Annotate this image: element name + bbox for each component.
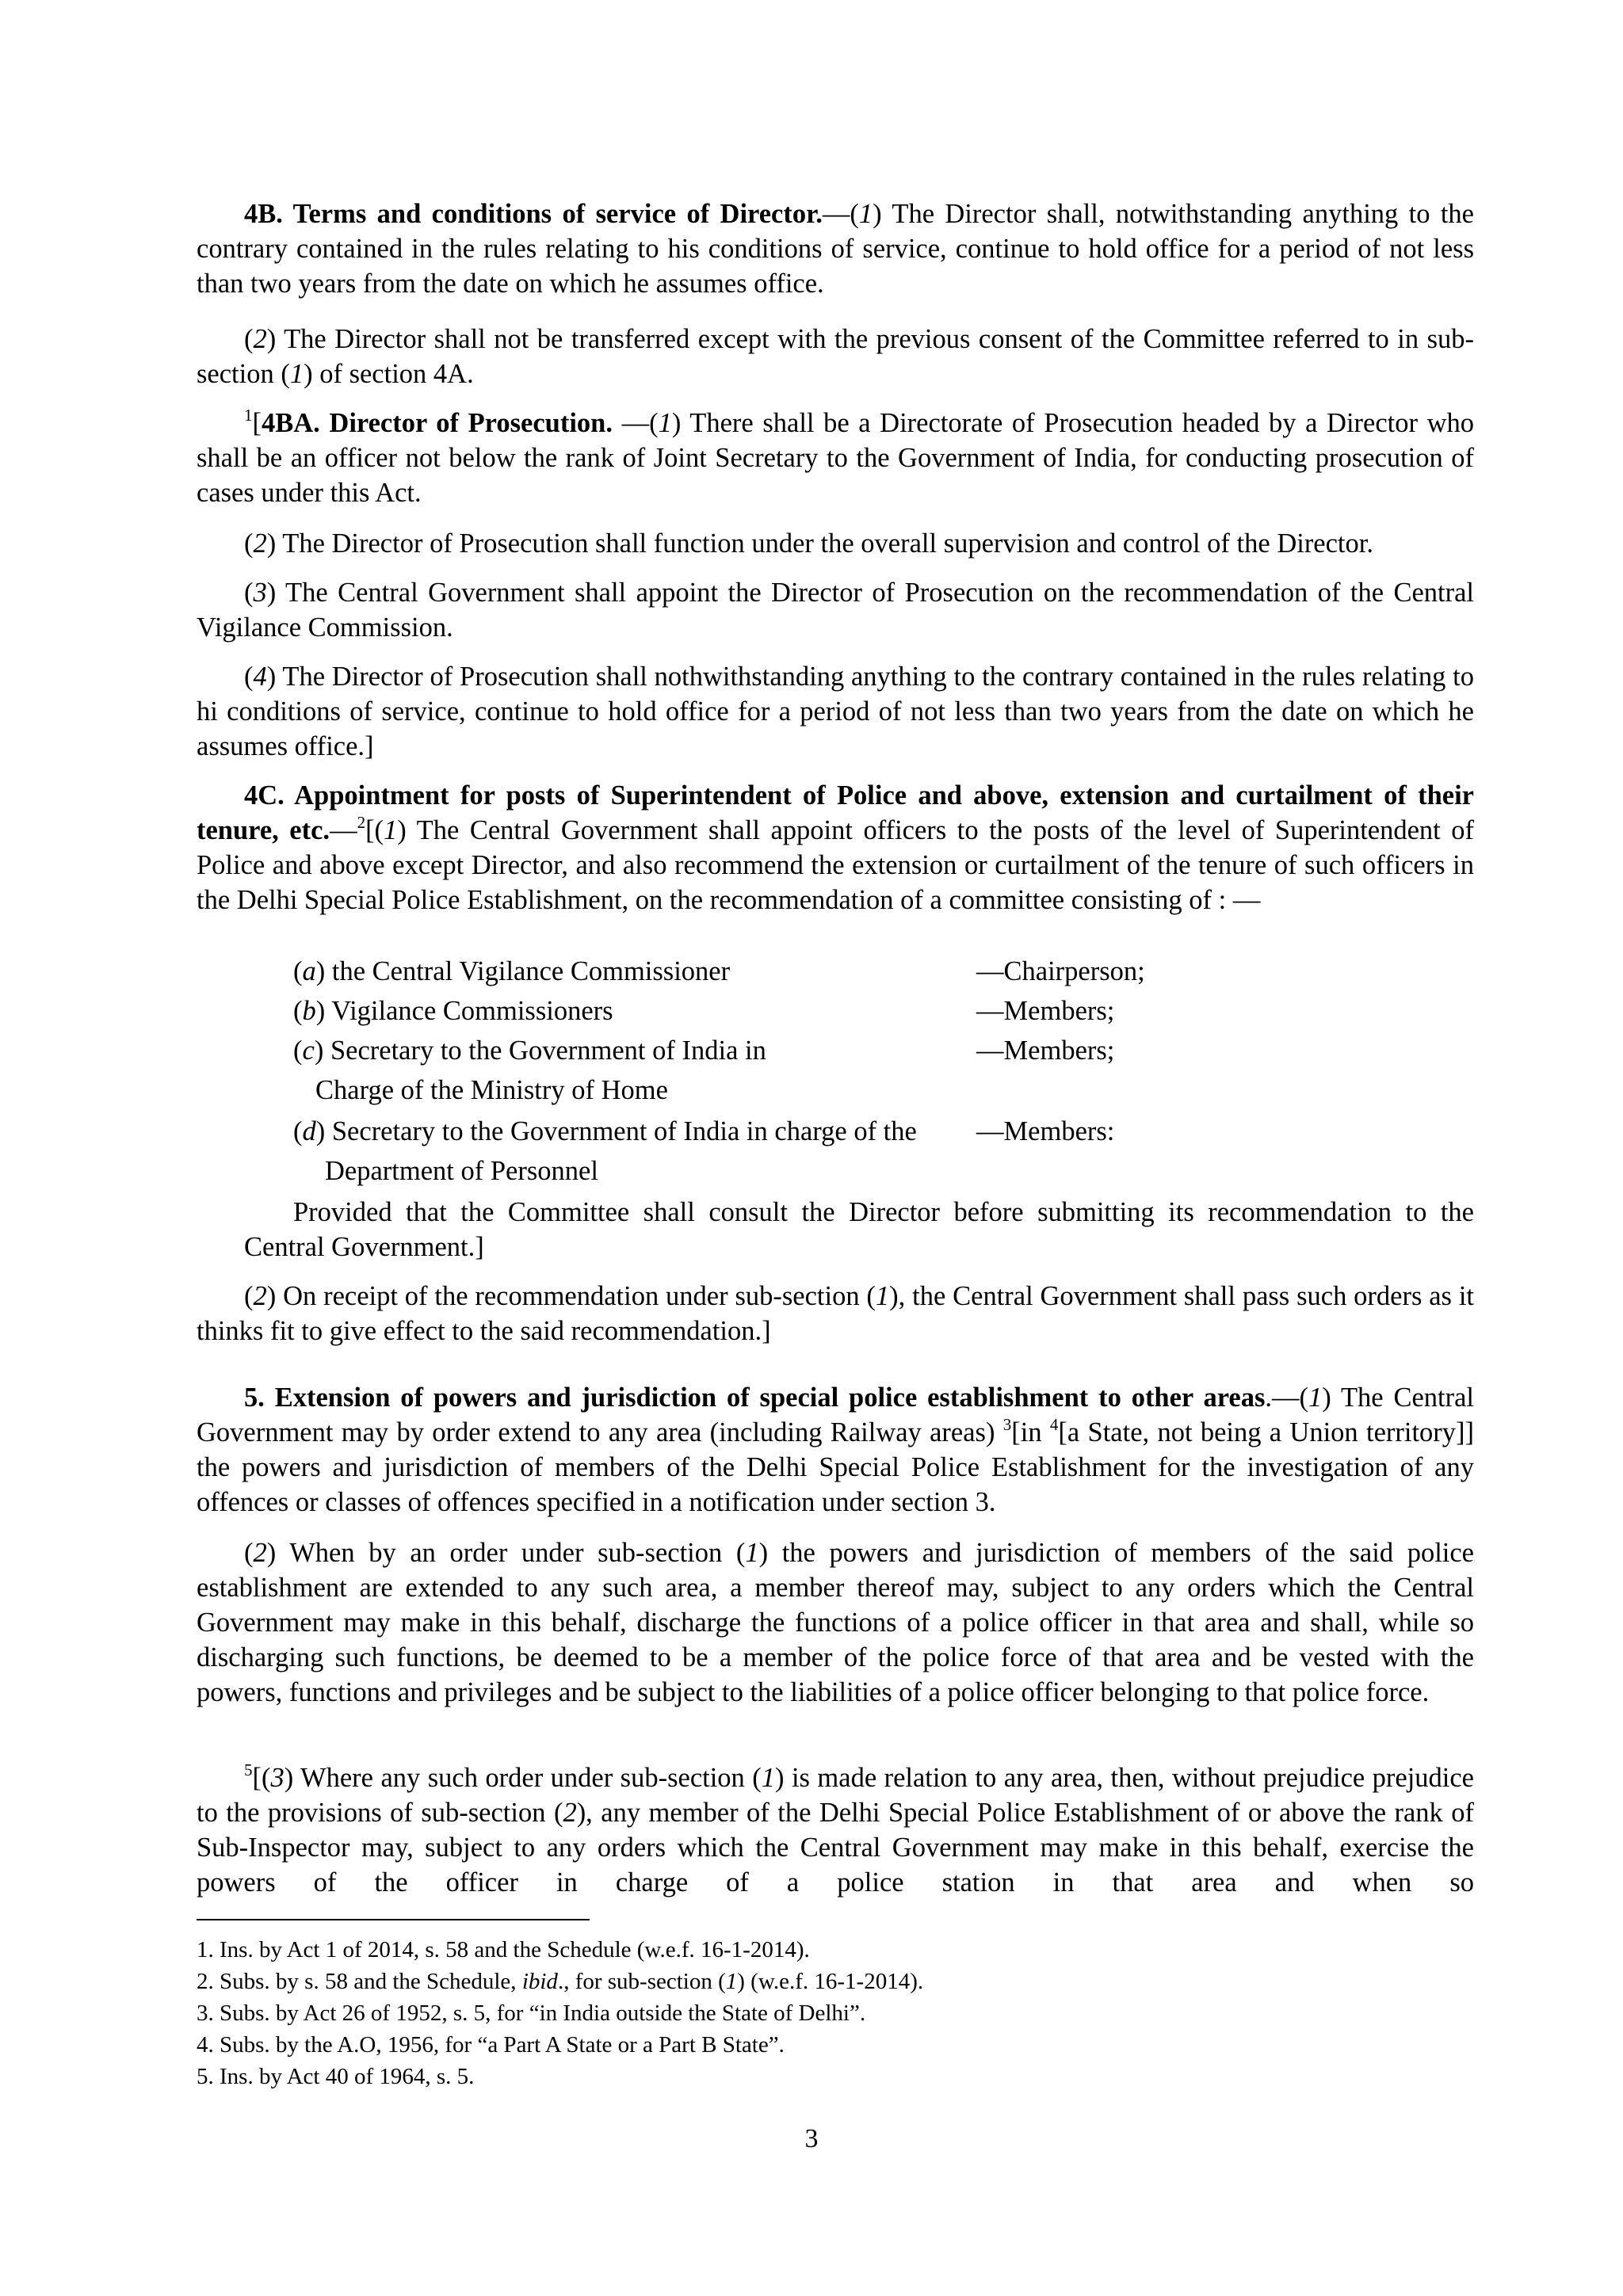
footnote-marker: 2 <box>357 812 366 832</box>
footnote-marker: 5 <box>244 1760 253 1779</box>
footnote-separator <box>197 1919 590 1920</box>
proviso-line-1: Provided that the Committee shall consult the Director before submitting its recommendation to the <box>293 1197 1474 1227</box>
footnote-marker: 3 <box>1002 1414 1012 1434</box>
section-4BA-para-1: $^1$[4BA. Director of Prosecution. —(1) There shall be a Directorate of Prosecution headed by a Director who shall be an officer not below the rank of Joint Secretary to the Government of India, for conducting prosecution of cases under this Act. <box>197 405 1475 508</box>
footnote-marker: 1 <box>244 405 253 425</box>
section-4C-heading: 4C. Appointment for posts of Superintendent of Police and above, extension and curtailment of their tenure, etc. <box>197 780 1474 845</box>
section-4B-para-2: (2) The Director shall not be transferred except with the previous consent of the Committee referred to in sub-section (1) of section 4A. <box>197 324 1474 389</box>
section-4BA-para-2: (2) The Director of Prosecution shall function under the overall supervision and control of the Director. <box>244 528 1373 559</box>
committee-member-a: (a) the Central Vigilance Commissioner <box>293 956 731 986</box>
footnote-3: 3. Subs. by Act 26 of 1952, s. 5, for “in India outside the State of Delhi”. <box>197 2000 866 2026</box>
committee-member-b: (b) Vigilance Commissioners <box>293 996 613 1026</box>
section-4C-para-2: (2) On receipt of the recommendation under sub-section (1), the Central Government shall pass such orders as it thinks fit to give effect to the said recommendation.] <box>197 1281 1474 1346</box>
committee-member-d-cont: Department of Personnel <box>325 1156 598 1186</box>
section-4B-para-1: 4B. Terms and conditions of service of Director.—(1) The Director shall, notwithstanding anything to the contrary contained in the rules relating to his conditions of service, continue to hold office for a period of not less than two years from the date on which he assumes office. <box>197 199 1474 299</box>
committee-member-c: (c) Secretary to the Government of India in <box>293 1035 766 1066</box>
footnote-4: 4. Subs. by the A.O, 1956, for “a Part A State or a Part B State”. <box>197 2032 785 2058</box>
committee-role-c: —Members; <box>976 1035 1115 1066</box>
committee-role-b: —Members; <box>976 996 1115 1026</box>
section-5-para-3: $^5$[(3) Where any such order under sub-section (1) is made relation to any area, then, without prejudice prejudice to the provisions of sub-section (2), any member of the Delhi Special Police Establishment of or above the rank of Sub-Inspector may, subject to any orders which the Central Government may make in this behalf, exercise the powers of the officer in charge of a police station in that area and when so <box>197 1760 1474 1897</box>
section-4BA-heading: 4BA. Director of Prosecution. <box>262 408 613 438</box>
committee-member-d: (d) Secretary to the Government of India in charge of the <box>293 1116 917 1146</box>
footnote-1: 1. Ins. by Act 1 of 2014, s. 58 and the Schedule (w.e.f. 16-1-2014). <box>197 1937 810 1962</box>
section-4B-heading: 4B. Terms and conditions of service of Director. <box>244 199 823 229</box>
proviso-line-2: Central Government.] <box>244 1232 484 1262</box>
footnote-5: 5. Ins. by Act 40 of 1964, s. 5. <box>197 2064 475 2089</box>
page-number: 3 <box>804 2124 819 2153</box>
section-4BA-para-3: (3) The Central Government shall appoint the Director of Prosecution on the recommendation of the Central Vigilance Commission. <box>197 578 1474 643</box>
footnote-marker: 4 <box>1049 1414 1059 1434</box>
section-4C-para-1: 4C. Appointment for posts of Superintendent of Police and above, extension and curtailment of their tenure, etc.—$^2$[(1) The Central Government shall appoint officers to the posts of the level of Superintendent of Police and above except Director, and also recommend the extension or curtailment of the tenure of such officers in the Delhi Special Police Establishment, on the recommendation of a committee consisting of : — <box>197 780 1474 915</box>
committee-role-a: —Chairperson; <box>976 956 1145 986</box>
committee-role-d: —Members: <box>976 1116 1115 1146</box>
section-5-para-2: (2) When by an order under sub-section (1) the powers and jurisdiction of members of the said police establishment are extended to any such area, a member thereof may, subject to any orders which the Central Government may make in this behalf, discharge the functions of a police officer in that area and shall, while so discharging such functions, be deemed to be a member of the police force of that area and be vested with the powers, functions and privileges and be subject to the liabilities of a police officer belonging to that police force. <box>197 1538 1474 1707</box>
section-5-heading: 5. Extension of powers and jurisdiction of special police establishment to other areas <box>244 1383 1266 1413</box>
footnote-2: 2. Subs. by s. 58 and the Schedule, ibid., for sub-section (1) (w.e.f. 16-1-2014). <box>197 1969 924 1994</box>
section-4BA-para-4: (4) The Director of Prosecution shall nothwithstanding anything to the contrary contained in the rules relating to hi conditions of service, continue to hold office for a period of not less than two years from the date on which he assumes office.] <box>197 662 1474 761</box>
section-5-para-1: 5. Extension of powers and jurisdiction of special police establishment to other areas.—(1) The Central Government may by order extend to any area (including Railway areas) $^3$[in $^4$[a State, not being a Union territory]] the powers and jurisdiction of members of the Delhi Special Police Establishment for the investigation of any offences or classes of offences specified in a notification under section 3. <box>197 1383 1475 1517</box>
committee-member-c-cont: Charge of the Ministry of Home <box>315 1075 668 1105</box>
